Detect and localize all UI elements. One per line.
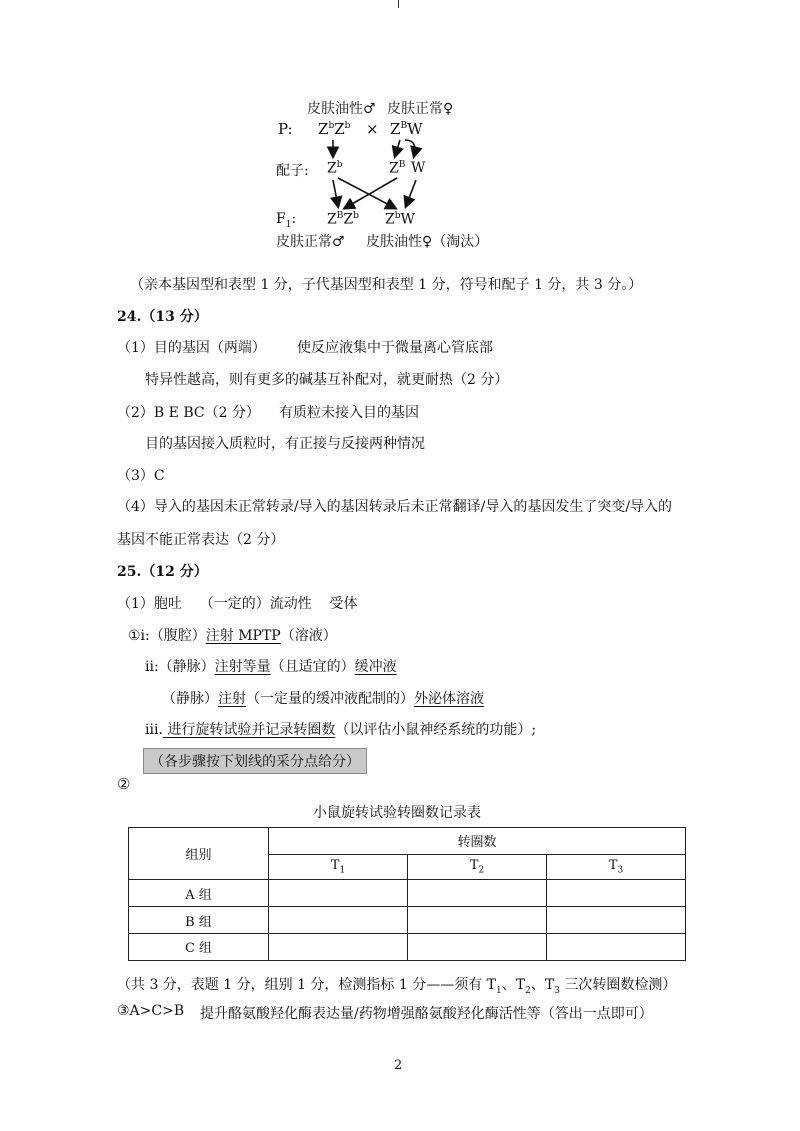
parent-male-phenotype: 皮肤油性♂ (307, 101, 376, 117)
table-cell (408, 907, 547, 934)
table-cell (408, 933, 547, 960)
q25-a3-left: ③A>C>B (117, 1003, 185, 1019)
table-cell (269, 880, 408, 907)
q24-a3: （3）C (117, 468, 165, 484)
parent-female-phenotype: 皮肤正常♀ (387, 101, 454, 117)
p-label: P: (278, 120, 293, 138)
q24-a4-line1: （4）导入的基因未正常转录/导入的基因转录后未正常翻译/导入的基因发生了突变/导入的 (117, 499, 673, 515)
table-cell (547, 907, 686, 934)
table-header-group: 组别 (129, 828, 269, 880)
row-label-a: A 组 (129, 880, 269, 907)
arrow-zb-to-f1-male (333, 180, 338, 206)
page-number: 2 (394, 1058, 403, 1073)
gamete-female-2: W (411, 160, 426, 176)
circle-2-marker: ② (117, 775, 131, 793)
male-genotype: $Z^bZ^b$ (318, 120, 351, 138)
table-header-metric: 转圈数 (269, 828, 686, 855)
q25-a3-right: 提升酪氨酸羟化酶表达量/药物增强酪氨酸羟化酶活性等（答出一点即可） (200, 1006, 653, 1022)
arrow-female-to-gamete-zb (395, 140, 400, 156)
f1-female-genotype: $Z^bW$ (385, 211, 415, 228)
table-cell (547, 880, 686, 907)
q24-heading: 24.（13 分） (117, 309, 208, 325)
row-label-b: B 组 (129, 907, 269, 934)
table-header-row (129, 828, 686, 855)
q25-step-i: ①i:（腹腔）注射 MPTP（溶液） (128, 628, 337, 644)
gamete-male: $Z^b$ (327, 160, 343, 177)
q25-step-ii: ii:（静脉）注射等量（且适宜的）缓冲液 (145, 659, 397, 675)
q24-a1-left: （1）目的基因（两端） (117, 340, 266, 356)
f1-label: $F_1$: (276, 211, 297, 230)
table-header-t3: $T_3$ (547, 854, 686, 879)
table-cell (269, 933, 408, 960)
q24-a2-right: 有质粒未接入目的基因 (279, 405, 419, 421)
q24-a1-right: 使反应液集中于微量离心管底部 (297, 340, 493, 356)
q25-step-iii: iii. 进行旋转试验并记录转圈数（以评估小鼠神经系统的功能）; (145, 722, 537, 738)
table-row (129, 880, 686, 907)
table-header-t1: $T_1$ (269, 854, 408, 879)
cross-symbol: × (366, 120, 379, 138)
arrow-zb-to-f1-female (338, 178, 395, 208)
table-row (129, 933, 686, 960)
q24-a1-line2: 特异性越高，则有更多的碱基互补配对，就更耐热（2 分） (145, 372, 509, 388)
female-genotype: $Z^BW$ (390, 120, 423, 138)
q25-heading: 25.（12 分） (117, 564, 208, 580)
table-cell (547, 933, 686, 960)
arrow-zB-to-f1-male (345, 178, 397, 208)
q25-step-ii-2: （静脉）注射（一定量的缓冲液配制的）外泌体溶液 (162, 691, 484, 707)
table-header-t2: $T_2$ (408, 854, 547, 879)
gamete-female-1: $Z^B$ (389, 160, 406, 177)
q24-a2-left: （2）B E BC（2 分） (117, 405, 260, 421)
table-title: 小鼠旋转试验转圈数记录表 (313, 805, 481, 821)
highlight-note: （各步骤按下划线的采分点给分） (143, 748, 367, 774)
table-scoring-note: （共 3 分，表题 1 分，组别 1 分，检测指标 1 分——须有 $T_1$、$T_2$、$T_3$ 三次转圈数检测） (117, 977, 677, 996)
table-row (129, 907, 686, 934)
record-table (128, 827, 686, 961)
gamete-label: 配子: (276, 163, 309, 179)
table-cell (408, 880, 547, 907)
row-label-c: C 组 (129, 933, 269, 960)
scoring-note-23: （亲本基因型和表型 1 分，子代基因型和表型 1 分，符号和配子 1 分，共 3 分。） (130, 277, 643, 293)
f1-male-phenotype: 皮肤正常♂ (276, 234, 345, 250)
table-cell (269, 907, 408, 934)
q25-a1: （1）胞吐 （一定的）流动性 受体 (117, 596, 358, 612)
arrow-w-to-f1-female (406, 180, 416, 206)
q24-a2-line2: 目的基因接入质粒时，有正接与反接两种情况 (145, 436, 425, 452)
f1-female-phenotype: 皮肤油性♀（淘汰） (366, 234, 489, 250)
q24-a4-line2: 基因不能正常表达（2 分） (117, 532, 285, 548)
f1-male-genotype: $Z^BZ^b$ (327, 211, 359, 228)
arrow-female-to-gamete-w (405, 140, 415, 156)
